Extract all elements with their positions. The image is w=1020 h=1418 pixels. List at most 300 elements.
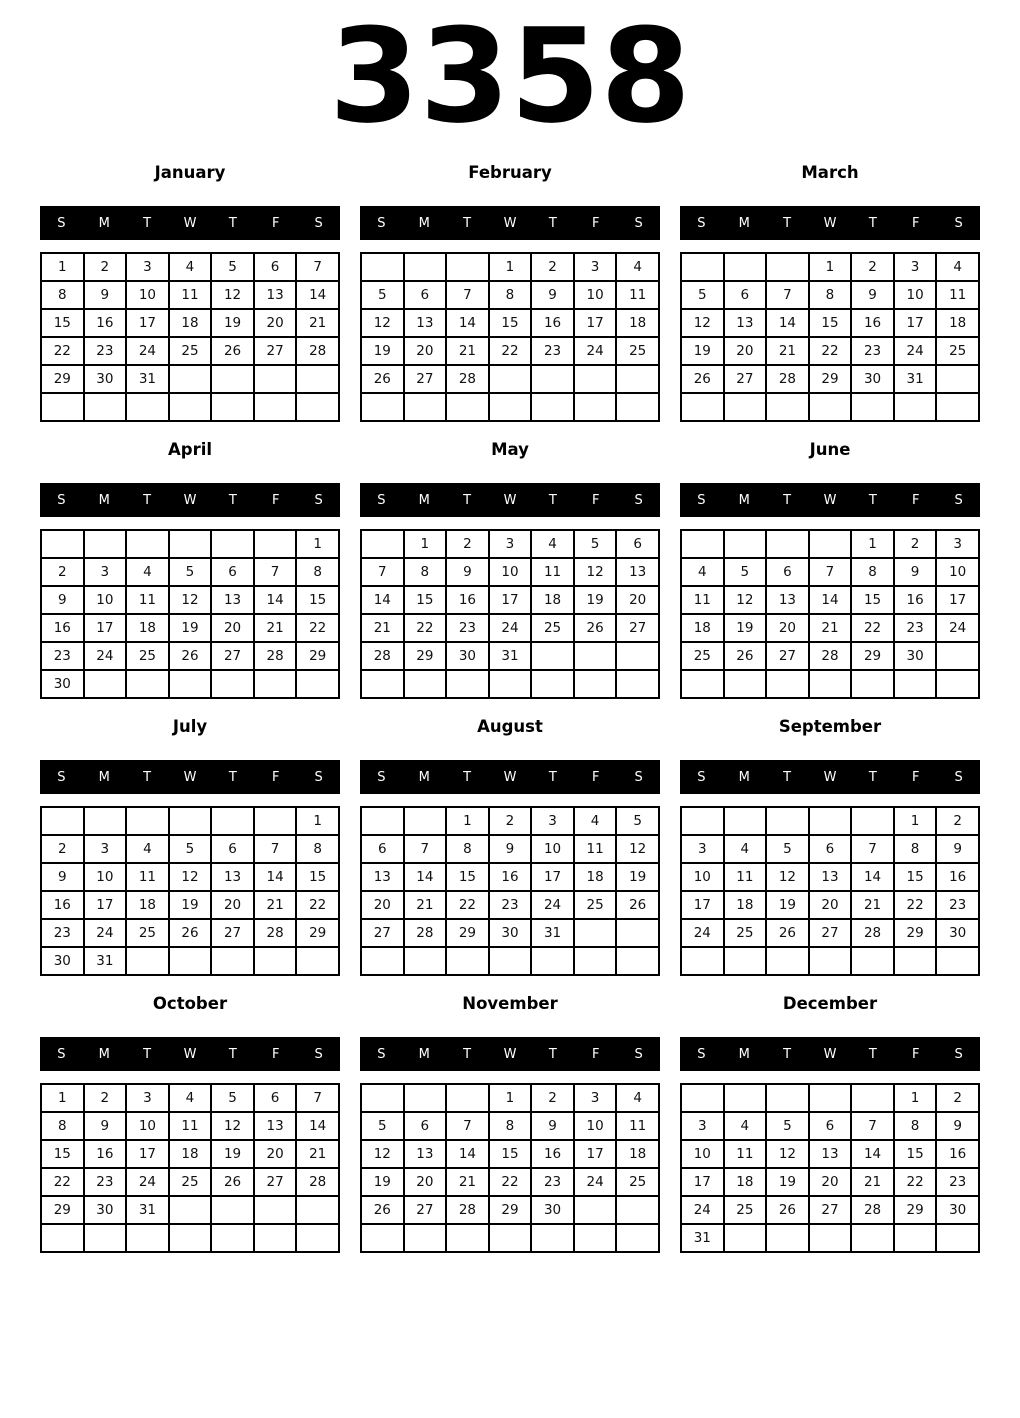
weekday-label: F xyxy=(911,769,920,785)
day-cell: 6 xyxy=(361,835,404,863)
day-cell: 11 xyxy=(724,1140,767,1168)
empty-day-cell xyxy=(361,947,404,975)
day-cell: 8 xyxy=(894,1112,937,1140)
day-cell: 9 xyxy=(446,558,489,586)
day-cell: 13 xyxy=(809,1140,852,1168)
day-cell: 1 xyxy=(404,530,447,558)
day-cell: 19 xyxy=(361,1168,404,1196)
day-cell: 20 xyxy=(211,614,254,642)
day-cell: 18 xyxy=(616,1140,659,1168)
day-cell: 17 xyxy=(489,586,532,614)
empty-day-cell xyxy=(169,670,212,698)
day-cell: 1 xyxy=(894,1084,937,1112)
day-cell: 14 xyxy=(446,309,489,337)
day-cell: 5 xyxy=(766,835,809,863)
day-cell: 20 xyxy=(809,891,852,919)
day-cell: 5 xyxy=(724,558,767,586)
day-cell: 26 xyxy=(724,642,767,670)
empty-day-cell xyxy=(446,253,489,281)
weekday-label: W xyxy=(503,769,517,785)
day-cell: 12 xyxy=(681,309,724,337)
empty-day-cell xyxy=(766,670,809,698)
empty-day-cell xyxy=(851,670,894,698)
day-cell: 18 xyxy=(681,614,724,642)
day-cell: 12 xyxy=(169,863,212,891)
empty-day-cell xyxy=(84,1224,127,1252)
day-cell: 21 xyxy=(404,891,447,919)
month-november xyxy=(360,993,660,1270)
day-cell: 15 xyxy=(296,863,339,891)
empty-day-cell xyxy=(616,919,659,947)
empty-day-cell xyxy=(616,393,659,421)
day-cell: 21 xyxy=(446,337,489,365)
empty-day-cell xyxy=(211,807,254,835)
empty-day-cell xyxy=(724,253,767,281)
day-cell: 3 xyxy=(574,253,617,281)
weekday-label: W xyxy=(823,769,837,785)
empty-day-cell xyxy=(531,670,574,698)
day-cell: 2 xyxy=(41,558,84,586)
weekday-label: W xyxy=(823,215,837,231)
day-cell: 26 xyxy=(211,1168,254,1196)
day-cell: 3 xyxy=(126,253,169,281)
weekday-label: S xyxy=(57,1046,66,1062)
day-cell: 24 xyxy=(489,614,532,642)
empty-day-cell xyxy=(809,1084,852,1112)
month-title: September xyxy=(778,717,882,736)
day-cell: 19 xyxy=(766,1168,809,1196)
empty-day-cell xyxy=(84,530,127,558)
day-cell: 12 xyxy=(361,309,404,337)
weekday-header-bar xyxy=(360,206,660,240)
day-cell: 19 xyxy=(211,1140,254,1168)
empty-day-cell xyxy=(126,393,169,421)
month-title: December xyxy=(782,994,878,1013)
week-row xyxy=(41,670,339,698)
day-cell: 11 xyxy=(574,835,617,863)
day-cell: 26 xyxy=(681,365,724,393)
week-row xyxy=(681,891,979,919)
day-cell: 18 xyxy=(169,309,212,337)
week-row xyxy=(681,337,979,365)
day-cell: 1 xyxy=(489,253,532,281)
day-cell: 28 xyxy=(851,919,894,947)
weekday-label: S xyxy=(57,492,66,508)
day-cell: 19 xyxy=(574,586,617,614)
month-june xyxy=(680,439,980,716)
day-cell: 13 xyxy=(211,863,254,891)
day-cell: 23 xyxy=(41,642,84,670)
day-cell: 29 xyxy=(809,365,852,393)
month-day-grid xyxy=(680,529,980,699)
day-cell: 23 xyxy=(936,1168,979,1196)
day-cell: 14 xyxy=(766,309,809,337)
day-cell: 3 xyxy=(681,1112,724,1140)
day-cell: 2 xyxy=(489,807,532,835)
week-row xyxy=(681,642,979,670)
week-row xyxy=(361,1140,659,1168)
empty-day-cell xyxy=(851,947,894,975)
weekday-label: F xyxy=(911,492,920,508)
month-march xyxy=(680,162,980,439)
month-day-grid xyxy=(360,529,660,699)
day-cell: 7 xyxy=(851,835,894,863)
day-cell: 29 xyxy=(41,1196,84,1224)
day-cell: 2 xyxy=(936,807,979,835)
day-cell: 28 xyxy=(446,365,489,393)
day-cell: 11 xyxy=(531,558,574,586)
weekday-label: T xyxy=(548,215,557,231)
week-row xyxy=(361,807,659,835)
weekday-label: S xyxy=(634,215,643,231)
day-cell: 17 xyxy=(574,309,617,337)
weekday-label: M xyxy=(738,769,750,785)
empty-day-cell xyxy=(616,670,659,698)
empty-day-cell xyxy=(616,365,659,393)
day-cell: 22 xyxy=(41,1168,84,1196)
month-title: January xyxy=(154,163,226,182)
week-row xyxy=(361,337,659,365)
empty-day-cell xyxy=(361,670,404,698)
weekday-label: T xyxy=(783,492,792,508)
month-july xyxy=(40,716,340,993)
day-cell: 21 xyxy=(254,614,297,642)
day-cell: 16 xyxy=(84,309,127,337)
week-row xyxy=(41,1084,339,1112)
empty-day-cell xyxy=(681,393,724,421)
day-cell: 8 xyxy=(489,1112,532,1140)
day-cell: 16 xyxy=(489,863,532,891)
weekday-label: F xyxy=(271,215,280,231)
day-cell: 31 xyxy=(531,919,574,947)
day-cell: 15 xyxy=(489,309,532,337)
weekday-label: M xyxy=(98,769,110,785)
day-cell: 9 xyxy=(936,835,979,863)
week-row xyxy=(41,919,339,947)
weekday-label: T xyxy=(143,215,152,231)
day-cell: 27 xyxy=(211,919,254,947)
day-cell: 15 xyxy=(809,309,852,337)
empty-day-cell xyxy=(616,642,659,670)
day-cell: 1 xyxy=(851,530,894,558)
week-row xyxy=(361,365,659,393)
weekday-label: S xyxy=(954,1046,963,1062)
day-cell: 30 xyxy=(936,1196,979,1224)
month-august xyxy=(360,716,660,993)
day-cell: 7 xyxy=(809,558,852,586)
day-cell: 23 xyxy=(489,891,532,919)
day-cell: 28 xyxy=(851,1196,894,1224)
week-row xyxy=(681,309,979,337)
empty-day-cell xyxy=(169,1196,212,1224)
empty-day-cell xyxy=(724,807,767,835)
weekday-label: M xyxy=(738,492,750,508)
weekday-label: T xyxy=(548,492,557,508)
day-cell: 22 xyxy=(296,614,339,642)
day-cell: 31 xyxy=(894,365,937,393)
empty-day-cell xyxy=(681,947,724,975)
day-cell: 24 xyxy=(531,891,574,919)
day-cell: 13 xyxy=(361,863,404,891)
empty-day-cell xyxy=(211,365,254,393)
weekday-label: S xyxy=(954,215,963,231)
empty-day-cell xyxy=(361,253,404,281)
week-row xyxy=(681,1140,979,1168)
day-cell: 29 xyxy=(41,365,84,393)
month-april xyxy=(40,439,340,716)
weekday-label: M xyxy=(418,492,430,508)
day-cell: 26 xyxy=(361,1196,404,1224)
day-cell: 18 xyxy=(169,1140,212,1168)
day-cell: 30 xyxy=(531,1196,574,1224)
week-row xyxy=(681,614,979,642)
empty-day-cell xyxy=(296,670,339,698)
day-cell: 19 xyxy=(169,891,212,919)
day-cell: 27 xyxy=(254,337,297,365)
empty-day-cell xyxy=(126,947,169,975)
day-cell: 22 xyxy=(489,1168,532,1196)
day-cell: 19 xyxy=(211,309,254,337)
weekday-label: T xyxy=(228,492,237,508)
week-row xyxy=(41,1168,339,1196)
day-cell: 30 xyxy=(894,642,937,670)
day-cell: 1 xyxy=(296,807,339,835)
day-cell: 22 xyxy=(41,337,84,365)
empty-day-cell xyxy=(446,947,489,975)
day-cell: 7 xyxy=(296,1084,339,1112)
month-day-grid xyxy=(360,806,660,976)
day-cell: 24 xyxy=(126,337,169,365)
day-cell: 14 xyxy=(361,586,404,614)
weekday-label: F xyxy=(271,492,280,508)
week-row xyxy=(681,863,979,891)
day-cell: 21 xyxy=(296,1140,339,1168)
empty-day-cell xyxy=(254,947,297,975)
month-title: April xyxy=(167,440,213,459)
day-cell: 6 xyxy=(809,835,852,863)
day-cell: 8 xyxy=(489,281,532,309)
day-cell: 16 xyxy=(531,309,574,337)
month-day-grid xyxy=(360,1083,660,1253)
weekday-label: S xyxy=(314,215,323,231)
day-cell: 3 xyxy=(574,1084,617,1112)
empty-day-cell xyxy=(446,1084,489,1112)
day-cell: 14 xyxy=(254,863,297,891)
day-cell: 14 xyxy=(254,586,297,614)
day-cell: 1 xyxy=(41,1084,84,1112)
day-cell: 28 xyxy=(809,642,852,670)
day-cell: 24 xyxy=(681,919,724,947)
day-cell: 5 xyxy=(211,253,254,281)
week-row xyxy=(681,1084,979,1112)
weekday-label: W xyxy=(823,1046,837,1062)
week-row xyxy=(361,281,659,309)
weekday-header-bar xyxy=(360,1037,660,1071)
day-cell: 15 xyxy=(296,586,339,614)
empty-day-cell xyxy=(211,1196,254,1224)
day-cell: 27 xyxy=(809,1196,852,1224)
empty-day-cell xyxy=(681,670,724,698)
weekday-label: M xyxy=(418,215,430,231)
day-cell: 14 xyxy=(404,863,447,891)
day-cell: 12 xyxy=(766,863,809,891)
weekday-label: T xyxy=(783,769,792,785)
week-row xyxy=(361,530,659,558)
day-cell: 4 xyxy=(616,253,659,281)
day-cell: 20 xyxy=(724,337,767,365)
day-cell: 13 xyxy=(254,281,297,309)
weekday-label: S xyxy=(697,215,706,231)
weekday-label: F xyxy=(591,769,600,785)
day-cell: 6 xyxy=(766,558,809,586)
day-cell: 15 xyxy=(404,586,447,614)
empty-day-cell xyxy=(296,365,339,393)
day-cell: 3 xyxy=(84,558,127,586)
week-row xyxy=(361,863,659,891)
day-cell: 8 xyxy=(41,1112,84,1140)
empty-day-cell xyxy=(404,393,447,421)
day-cell: 14 xyxy=(446,1140,489,1168)
empty-day-cell xyxy=(404,670,447,698)
weekday-header-bar xyxy=(680,206,980,240)
empty-day-cell xyxy=(936,642,979,670)
day-cell: 2 xyxy=(84,253,127,281)
empty-day-cell xyxy=(851,1224,894,1252)
day-cell: 20 xyxy=(211,891,254,919)
day-cell: 20 xyxy=(404,1168,447,1196)
day-cell: 1 xyxy=(809,253,852,281)
day-cell: 25 xyxy=(531,614,574,642)
empty-day-cell xyxy=(169,365,212,393)
day-cell: 30 xyxy=(41,947,84,975)
day-cell: 6 xyxy=(616,530,659,558)
day-cell: 29 xyxy=(851,642,894,670)
empty-day-cell xyxy=(211,670,254,698)
day-cell: 31 xyxy=(84,947,127,975)
empty-day-cell xyxy=(169,530,212,558)
day-cell: 10 xyxy=(489,558,532,586)
day-cell: 10 xyxy=(126,1112,169,1140)
week-row xyxy=(361,253,659,281)
empty-day-cell xyxy=(809,670,852,698)
day-cell: 11 xyxy=(936,281,979,309)
week-row xyxy=(681,835,979,863)
day-cell: 8 xyxy=(809,281,852,309)
day-cell: 18 xyxy=(126,891,169,919)
weekday-header-bar xyxy=(40,483,340,517)
empty-day-cell xyxy=(724,670,767,698)
day-cell: 6 xyxy=(211,558,254,586)
day-cell: 26 xyxy=(169,642,212,670)
weekday-header-bar xyxy=(40,206,340,240)
empty-day-cell xyxy=(851,393,894,421)
empty-day-cell xyxy=(126,1224,169,1252)
empty-day-cell xyxy=(446,670,489,698)
day-cell: 20 xyxy=(254,309,297,337)
day-cell: 22 xyxy=(809,337,852,365)
day-cell: 17 xyxy=(84,614,127,642)
day-cell: 15 xyxy=(851,586,894,614)
week-row xyxy=(361,1196,659,1224)
week-row xyxy=(361,586,659,614)
day-cell: 3 xyxy=(936,530,979,558)
day-cell: 29 xyxy=(296,642,339,670)
day-cell: 7 xyxy=(766,281,809,309)
day-cell: 25 xyxy=(616,337,659,365)
day-cell: 26 xyxy=(361,365,404,393)
week-row xyxy=(681,1224,979,1252)
day-cell: 9 xyxy=(531,1112,574,1140)
empty-day-cell xyxy=(211,1224,254,1252)
empty-day-cell xyxy=(489,365,532,393)
weekday-label: W xyxy=(183,492,197,508)
day-cell: 17 xyxy=(126,1140,169,1168)
day-cell: 30 xyxy=(41,670,84,698)
empty-day-cell xyxy=(681,530,724,558)
empty-day-cell xyxy=(489,393,532,421)
day-cell: 15 xyxy=(41,309,84,337)
day-cell: 5 xyxy=(169,835,212,863)
empty-day-cell xyxy=(574,1224,617,1252)
empty-day-cell xyxy=(126,807,169,835)
day-cell: 30 xyxy=(936,919,979,947)
day-cell: 4 xyxy=(531,530,574,558)
day-cell: 13 xyxy=(254,1112,297,1140)
week-row xyxy=(681,807,979,835)
weekday-label: T xyxy=(868,769,877,785)
week-row xyxy=(41,835,339,863)
day-cell: 5 xyxy=(766,1112,809,1140)
day-cell: 30 xyxy=(84,1196,127,1224)
day-cell: 13 xyxy=(724,309,767,337)
empty-day-cell xyxy=(894,1224,937,1252)
day-cell: 7 xyxy=(446,281,489,309)
empty-day-cell xyxy=(531,947,574,975)
empty-day-cell xyxy=(296,1224,339,1252)
day-cell: 7 xyxy=(404,835,447,863)
day-cell: 30 xyxy=(851,365,894,393)
week-row xyxy=(361,919,659,947)
day-cell: 14 xyxy=(296,281,339,309)
day-cell: 7 xyxy=(296,253,339,281)
weekday-label: S xyxy=(314,769,323,785)
week-row xyxy=(361,670,659,698)
day-cell: 19 xyxy=(361,337,404,365)
empty-day-cell xyxy=(41,393,84,421)
day-cell: 23 xyxy=(531,1168,574,1196)
day-cell: 4 xyxy=(126,835,169,863)
day-cell: 3 xyxy=(84,835,127,863)
day-cell: 24 xyxy=(936,614,979,642)
day-cell: 23 xyxy=(851,337,894,365)
week-row xyxy=(361,393,659,421)
day-cell: 4 xyxy=(126,558,169,586)
day-cell: 30 xyxy=(84,365,127,393)
day-cell: 6 xyxy=(254,253,297,281)
day-cell: 5 xyxy=(169,558,212,586)
empty-day-cell xyxy=(254,670,297,698)
day-cell: 20 xyxy=(766,614,809,642)
day-cell: 21 xyxy=(851,1168,894,1196)
week-row xyxy=(681,919,979,947)
week-row xyxy=(681,558,979,586)
weekday-label: F xyxy=(911,215,920,231)
week-row xyxy=(681,530,979,558)
day-cell: 10 xyxy=(574,1112,617,1140)
empty-day-cell xyxy=(766,947,809,975)
empty-day-cell xyxy=(254,365,297,393)
weekday-label: S xyxy=(697,492,706,508)
